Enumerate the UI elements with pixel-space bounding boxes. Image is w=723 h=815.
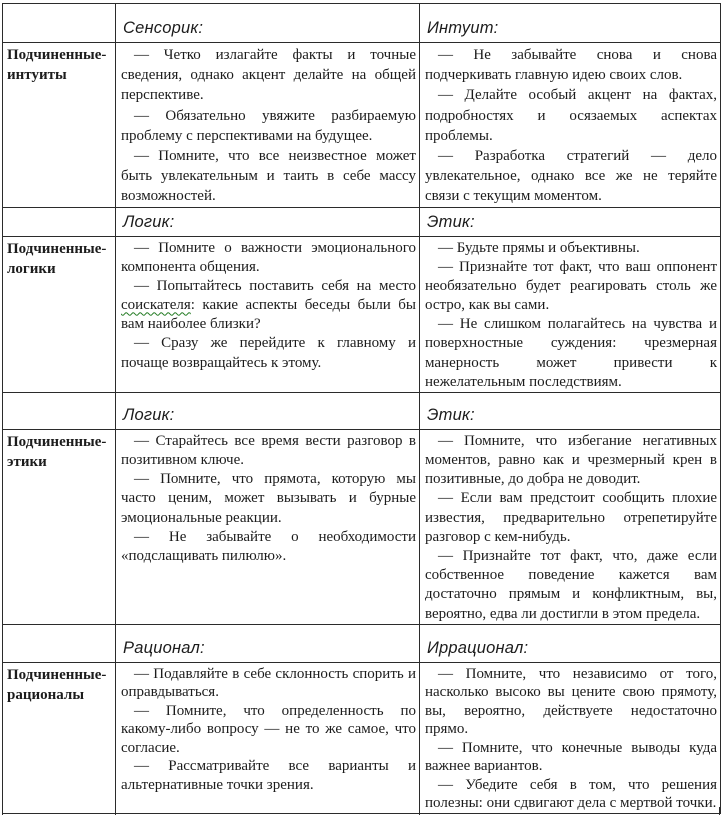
advice-table: [2, 3, 721, 814]
advice-item: — Разработка стратегий — дело увлекательное, однако все же не теряйте связи с текущим моментом.: [425, 148, 717, 205]
advice-cell-logiki-logik: [116, 237, 420, 393]
empty-cell: [3, 624, 116, 662]
advice-cell-intuity-sensorik: [116, 43, 420, 208]
table-border-continuation-right: [719, 807, 720, 815]
advice-item: — Помните, что все неизвестное может быть увлекательным и таить в себе массу возможностей.: [121, 148, 416, 205]
advice-text-pre: — Попытайтесь поставить себя на место: [134, 278, 416, 295]
advice-item: — Помните, что прямота, которую мы часто ценим, может вызывать и бурные эмоциональные реакции.: [121, 471, 416, 526]
advice-item: — Помните о важности эмоционального компонента общения.: [121, 240, 416, 276]
header-row-4: [3, 624, 721, 662]
advice-item: — Помните, что конечные выводы куда важнее вариантов.: [425, 739, 717, 775]
advice-item: — Будьте прямы и объективны.: [438, 240, 640, 256]
content-row-logiki: [3, 237, 721, 393]
header-row-3: [3, 392, 721, 429]
advice-item: — Рассматривайте все варианты и альтернативные точки зрения.: [121, 758, 416, 793]
advice-item: — Не забывайте о необходимости «подслащивать пилюлю».: [121, 528, 416, 564]
header-row-2: [3, 208, 721, 237]
advice-cell-ratsionaly-irratsional: [420, 662, 721, 813]
column-header-sensorik: Сенсорик:: [116, 4, 420, 43]
advice-item: — Убедите себя в том, что решения полезны: они сдвигают дела с мертвой точки.: [425, 776, 717, 812]
advice-item: — Если вам предстоит сообщить плохие известия, предварительно отрепетируйте разговор с кем-нибудь.: [425, 490, 717, 545]
content-row-etiki: [3, 429, 721, 624]
column-header-etik: Этик:: [420, 208, 721, 237]
column-header-etik-2: Этик:: [420, 392, 721, 429]
advice-item: — Помните, что определенность по какому-либо вопросу — не то же самое, что согласие.: [121, 702, 416, 756]
column-header-logik: Логик:: [116, 208, 420, 237]
grammar-underlined-word: соискателя: [121, 297, 191, 314]
advice-item: — Обязательно увяжите разбираемую проблему с перспективами на будущее.: [121, 107, 416, 144]
header-row-1: [3, 4, 721, 43]
table-border-continuation-left: [2, 807, 3, 815]
empty-cell: [3, 392, 116, 429]
advice-item: — Сразу же перейдите к главному и почаще возвращайтесь к этому.: [121, 335, 416, 371]
advice-item: — Четко излагайте факты и точные сведения, однако акцент делайте на общей перспективе.: [121, 47, 416, 104]
advice-item: — Не слишком полагайтесь на чувства и поверхностные суждения: чрезмерная манерность может привести к нежелательным последствиям.: [425, 316, 717, 390]
advice-item: — Делайте особый акцент на фактах, подробностях и осязаемых аспектах проблемы.: [425, 87, 717, 144]
advice-cell-intuity-intuit: [420, 43, 721, 208]
advice-item: — Не забывайте снова и снова подчеркивать главную идею своих слов.: [425, 47, 717, 84]
column-header-ratsional: Рационал:: [116, 624, 420, 662]
advice-cell-ratsionaly-ratsional: [116, 662, 420, 813]
content-row-ratsionaly: [3, 662, 721, 813]
advice-cell-etiki-logik: [116, 429, 420, 624]
empty-cell: [3, 208, 116, 237]
advice-item: — Признайте тот факт, что, даже если собственное поведение кажется вам достаточно прямым и конфликтным, вы, вероятно, едва ли достигли в этом предела.: [425, 547, 717, 622]
row-label-etiki: Подчиненные-этики: [3, 429, 116, 624]
row-label-logiki: Подчиненные-логики: [3, 237, 116, 393]
advice-item: — Старайтесь все время вести разговор в позитивном ключе.: [121, 432, 416, 468]
table-border-continuation-col2: [419, 807, 420, 815]
row-label-ratsionaly: Подчиненные-рационалы: [3, 662, 116, 813]
advice-item: — Признайте тот факт, что ваш оппонент необязательно будет реагировать столь же остро, как вы сами.: [425, 259, 717, 314]
advice-item: — Подавляйте в себе склонность спорить и оправдываться.: [121, 665, 416, 701]
row-label-intuity: Подчиненные-интуиты: [3, 43, 116, 208]
table-border-continuation-col1: [115, 807, 116, 815]
advice-item: — Помните, что избегание негативных моментов, равно как и чрезмерный крен в позитивные, до добра не доводит.: [425, 432, 717, 488]
advice-text-post: : какие аспекты беседы были бы вам наиболее близки?: [121, 297, 416, 333]
advice-item: — Помните, что независимо от того, насколько высоко вы цените свою прямоту, вы, вероятно, действуете недостаточно прямо.: [425, 665, 717, 738]
content-row-intuity: [3, 43, 721, 208]
advice-cell-logiki-etik: [420, 237, 721, 393]
column-header-intuit: Интуит:: [420, 4, 721, 43]
advice-cell-etiki-etik: [420, 429, 721, 624]
empty-corner-cell: [3, 4, 116, 43]
column-header-irratsional: Иррационал:: [420, 624, 721, 662]
advice-item: [121, 277, 416, 334]
column-header-logik-2: Логик:: [116, 392, 420, 429]
